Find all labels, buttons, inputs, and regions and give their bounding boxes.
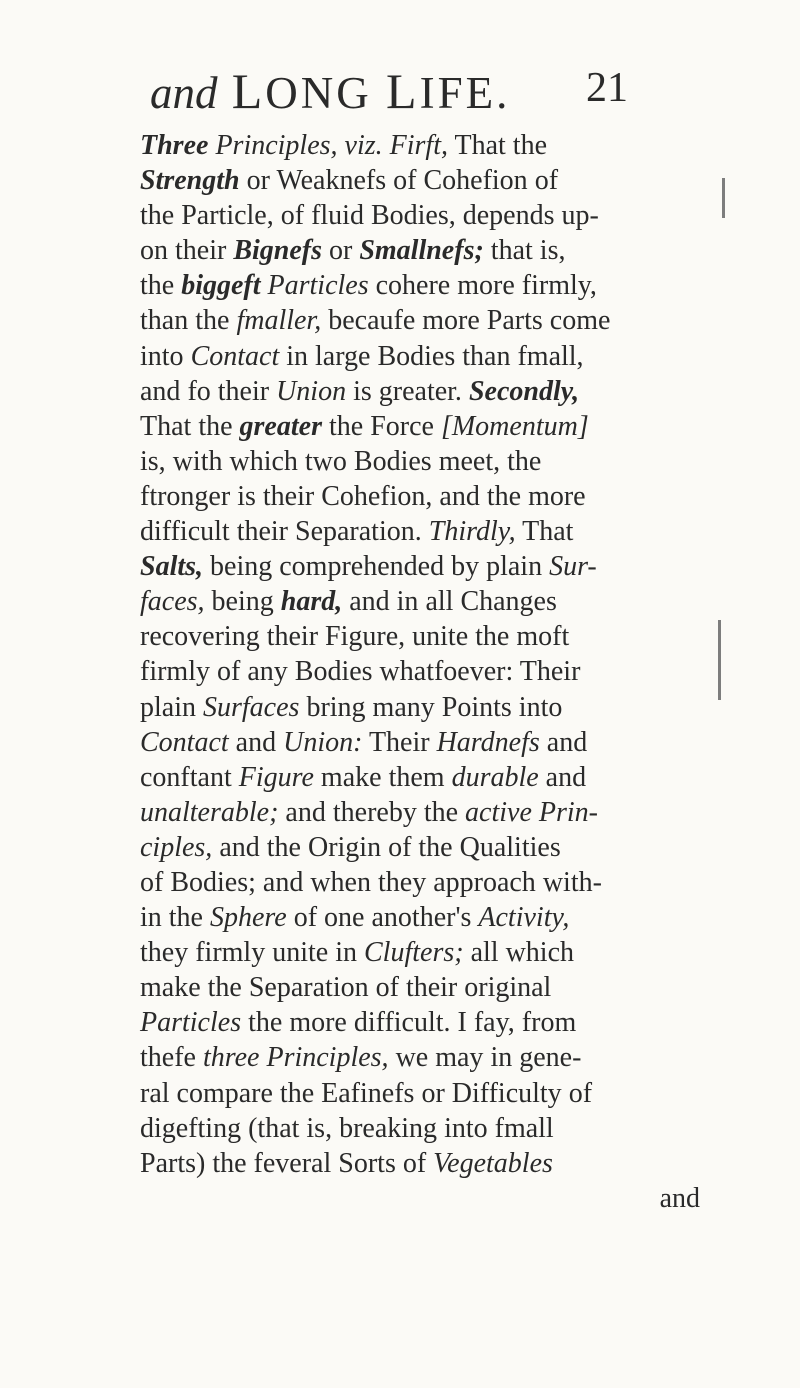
text-line: Parts) the feveral Sorts of Vegetables: [140, 1147, 553, 1179]
text-line: ftronger is their Cohefion, and the more: [140, 480, 586, 512]
text-line: firmly of any Bodies whatfoever: Their: [140, 656, 581, 688]
text-line: Three Principles, viz. Firft, That the: [140, 130, 548, 161]
catchword: and: [659, 1182, 700, 1214]
running-title: and LONG LIFE.: [150, 63, 511, 119]
text-line: make the Separation of their original: [140, 972, 552, 1004]
text-line: into Contact in large Bodies than fmall,: [140, 340, 584, 372]
text-line: in the Sphere of one another's Activity,: [140, 902, 570, 934]
text-line: unalterable; and thereby the active Prin-: [140, 796, 598, 828]
text-line: on their Bignefs or Smallnefs; that is,: [140, 235, 566, 267]
text-line: the biggeft Particles cohere more firmly,: [140, 270, 597, 302]
text-line: difficult their Separation. Thirdly, That: [140, 516, 574, 548]
text-line: than the fmaller, becaufe more Parts come: [140, 305, 611, 337]
text-line: is, with which two Bodies meet, the: [140, 445, 542, 477]
text-line: Salts, being comprehended by plain Sur-: [140, 551, 597, 583]
text-line: conftant Figure make them durable and: [140, 761, 587, 793]
margin-mark: [722, 178, 725, 218]
body-text: [140, 128, 700, 1216]
text-line: and fo their Union is greater. Secondly,: [140, 375, 580, 407]
text-line: recovering their Figure, unite the moft: [140, 621, 570, 653]
margin-mark: [718, 620, 721, 700]
text-line: thefe three Principles, we may in gene-: [140, 1042, 582, 1074]
text-line: faces, being hard, and in all Changes: [140, 586, 557, 618]
text-line: of Bodies; and when they approach with-: [140, 866, 602, 898]
text-line: Particles the more difficult. I fay, from: [140, 1007, 577, 1039]
text-line: Strength or Weaknefs of Cohefion of: [140, 165, 559, 197]
running-header: [0, 62, 800, 122]
text-line: digefting (that is, breaking into fmall: [140, 1112, 554, 1144]
page-number: 21: [586, 65, 628, 111]
text-line: Contact and Union: Their Hardnefs and: [140, 726, 588, 758]
text-line: That the greater the Force [Momentum]: [140, 410, 589, 442]
text-line: ciples, and the Origin of the Qualities: [140, 831, 561, 863]
text-line: plain Surfaces bring many Points into: [140, 691, 563, 723]
text-line: they firmly unite in Clufters; all which: [140, 937, 574, 969]
text-line: the Particle, of fluid Bodies, depends up-: [140, 200, 599, 232]
text-line: ral compare the Eafinefs or Difficulty of: [140, 1077, 593, 1109]
